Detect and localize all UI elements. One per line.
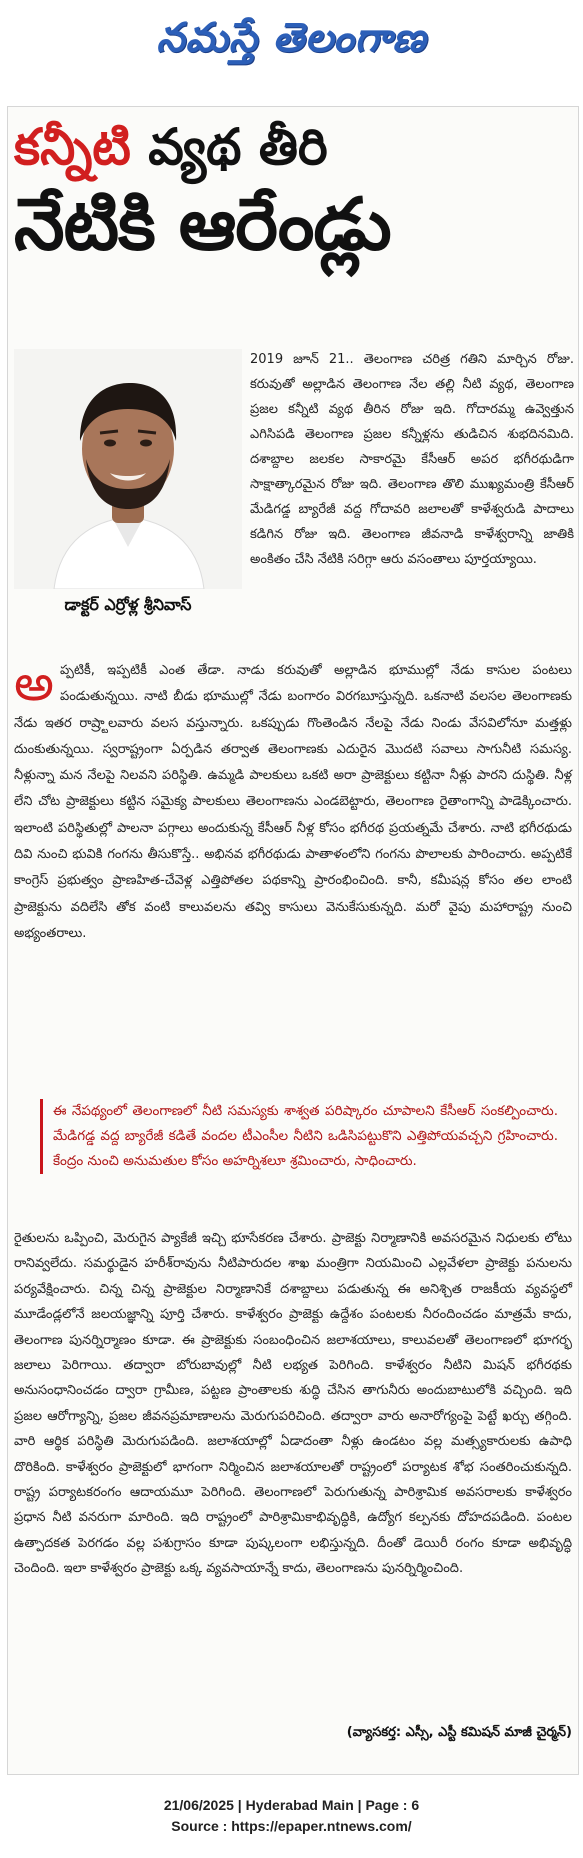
newspaper-masthead xyxy=(0,0,583,84)
author-credit: (వ్యాసకర్త: ఎస్సీ, ఎస్టీ కమిషన్ మాజీ చైర్మన్) xyxy=(346,1725,572,1740)
headline-red-word: కన్నీటి xyxy=(14,118,131,176)
paragraph-1-text: ప్పటికీ, ఇప్పటికీ ఎంత తేడా. నాడు కరువుతో అల్లాడిన భూముల్లో నేడు కాసుల పంటలు పండుతున్నయి. నాటి బీడు భూముల్లో నేడు బంగారం విరగబూస్తున్నది. ఒకనాటి వలసల తెలంగాణకు నేడు ఇతర రాష్ర్టాలవారు వలస వస్తున్నారు. ఒకప్పుడు గొంతెండిన నేలపై నేడు నిండు వేసవిలోనూ మత్తళ్లు దుంకుతున్నయి. స్వరాష్ట్రంగా ఏర్పడిన తర్వాత తెలంగాణకు ఎదురైన మొదటి సవాలు సాగునీటి సమస్య. నీళ్లున్నా మన నేలపై నిలవని పరిస్థితి. ఉమ్మడి పాలకులు ఒకటి అరా ప్రాజెక్టులు కట్టినా నీళ్లు పారని దుస్థితి. నీళ్ల లేని చోట ప్రాజెక్టులు కట్టిన సమైక్య పాలకులు తెలంగాణను ఎండబెట్టారు, తెలంగాణ రైతాంగాన్ని పాడెక్కించారు. ఇలాంటి పరిస్థితుల్లో పాలనా పగ్గాలు అందుకున్న కేసీఆర్ నీళ్ల కోసం భగీరథ ప్రయత్నమే చేశారు. నాటి భగీరథుడు దివి నుంచి భువికి గంగను తీసుకొస్తే.. అభినవ భగీరథుడు పాతాళంలోని గంగను పొలాలకు పారించారు. అప్పటికే కాంగ్రెస్ ప్రభుత్వం ప్రాణహిత-చేవెళ్ల ఎత్తిపోతల పథకాన్ని ప్రారంభించింది. కానీ, కమీషన్ల కోసం తల లాంటి ప్రాజెక్టును వదిలేసి తోక వంటి కాలువలను తవ్వి కాసులు వెనుకేసుకున్నది. మరో వైపు మహారాష్ట్ర నుంచి అభ్యంతరాలు. xyxy=(14,663,572,941)
masthead-title: నమస్తే తెలంగాణ xyxy=(156,13,427,61)
author-byline: డాక్టర్ ఎర్రోళ్ల శ్రీనివాస్ xyxy=(64,595,192,614)
footer-edition-line xyxy=(0,1797,583,1813)
article-headline xyxy=(14,116,574,270)
article-paragraph-1 xyxy=(14,654,572,947)
author-photo xyxy=(14,349,242,589)
footer-separator: | xyxy=(233,1797,246,1813)
drop-cap: అ xyxy=(14,654,54,712)
footer-date: 21/06/2025 xyxy=(163,1797,234,1813)
headline-line-1-rest: వ్యథ తీరి xyxy=(130,118,328,176)
pull-quote: ఈ నేపథ్యంలో తెలంగాణలో నీటి సమస్యకు శాశ్వత పరిష్కారం చూపాలని కేసీఆర్ సంకల్పించారు. మేడిగడ్డ వద్ద బ్యారేజీ కడితే వందల టీఎంసీల నీటిని ఒడిసిపట్టుకొని ఎత్తిపోయవచ్చని గ్రహించారు. కేంద్రం నుంచి అనుమతుల కోసం అహర్నిశలూ శ్రమించారు, సాధించారు. xyxy=(40,1099,558,1174)
author-portrait-image xyxy=(14,349,242,589)
headline-line-1 xyxy=(14,116,574,178)
article-paragraph-2: రైతులను ఒప్పించి, మెరుగైన ప్యాకేజీ ఇచ్చి భూసేకరణ చేశారు. ప్రాజెక్టు నిర్మాణానికి అవసరమైన నిధులకు లోటు రానివ్వలేదు. సమర్థుడైన హరీశ్‌రావును నీటిపారుదల శాఖ మంత్రిగా నియమించి ఎల్లవేళలా ప్రాజెక్టు పనులను పర్యవేక్షించారు. చిన్న చిన్న ప్రాజెక్టుల నిర్మాణానికే దశాబ్దాలు పడుతున్న ఈ అనిశ్చిత రాజకీయ వ్యవస్థలో మూడేండ్లలోనే జలయజ్ఞాన్ని పూర్తి చేశారు. కాళేశ్వరం ప్రాజెక్టు ఉద్దేశం పంటలకు నీరందించడం మాత్రమే కాదు, తెలంగాణ పునర్నిర్మాణం కూడా. ఈ ప్రాజెక్టుకు సంబంధించిన జలాశయాలు, కాలువలతో తెలంగాణలో భూగర్భ జలాలు పెరిగాయి. తద్వారా బోరుబావుల్లో నీటి లభ్యత పెరిగింది. కాళేశ్వరం నీటిని మిషన్ భగీరథకు అనుసంధానించడం ద్వారా గ్రామీణ, పట్టణ ప్రాంతాలకు శుద్ధి చేసిన తాగునీరు అందుబాటులోకి వచ్చింది. ఇది ప్రజల ఆరోగ్యాన్ని, ప్రజల జీవనప్రమాణాలను మెరుగుపరిచింది. తద్వారా వారు అనారోగ్యంపై పెట్టే ఖర్చు తగ్గింది. వారి ఆర్థిక పరిస్థితి మెరుగుపడింది. జలాశయాల్లో ఏడాదంతా నీళ్లు ఉండటం వల్ల మత్స్యకారులకు ఉపాధి దొరికింది. కాళేశ్వరం ప్రాజెక్టులో భాగంగా నిర్మించిన జలాశయాలతో రాష్ట్రంలో పర్యాటక శోభ సంతరించుకున్నది. రాష్ట్ర పర్యాటకరంగం ఆదాయమూ పెరిగింది. తెలంగాణలో పెరుగుతున్న పారిశ్రామిక అవసరాలకు కాళేశ్వరం ప్రధాన నీటి వనరుగా మారింది. ఇది రాష్ట్రంలో పారిశ్రామికాభివృద్ధికి, ఉద్యోగ కల్పనకు దోహదపడింది. పంటల ఉత్పాదకత పెరగడం వల్ల పశుగ్రాసం కూడా పుష్కలంగా లభిస్తున్నది. దీంతో డెయిరీ రంగం కూడా అభివృద్ధి చెందింది. ఇలా కాళేశ్వరం ప్రాజెక్టు ఒక్క వ్యవసాయాన్నే కాదు, తెలంగాణను పునర్నిర్మించింది. xyxy=(14,1231,572,1577)
footer-separator: | xyxy=(353,1797,366,1813)
footer-edition: Hyderabad Main xyxy=(245,1797,354,1813)
article-intro: 2019 జూన్ 21.. తెలంగాణ చరిత్ర గతిని మార్చిన రోజు. కరువుతో అల్లాడిన తెలంగాణ నేల తల్లి నీటి వ్యథ, తెలంగాణ ప్రజల కన్నీటి వ్యథ తీరిన రోజు ఇది. గోదారమ్మ ఉవ్వెత్తున ఎగిసిపడి తెలంగాణ ప్రజల కన్నీళ్లను తుడిచిన శుభదినమిది. దశాబ్దాల జలకల సాకారమై కేసీఆర్ అపర భగీరథుడిగా సాక్షాత్కారమైన రోజు ఇది. తెలంగాణ తొలి ముఖ్యమంత్రి కేసీఆర్ మేడిగడ్డ బ్యారేజీ వద్ద గోదావరి జలాలతో కాళేశ్వరుడి పాదాలు కడిగిన రోజు ఇది. తెలంగాణ జీవనాడి కాళేశ్వరాన్ని జాతికి అంకితం చేసి నేటికి సరిగ్గా ఆరు వసంతాలు పూర్తయ్యాయి. xyxy=(250,352,574,567)
footer-source[interactable]: Source : https://epaper.ntnews.com/ xyxy=(171,1818,412,1834)
footer-page: Page : 6 xyxy=(365,1797,420,1813)
headline-line-2: నేటికి ఆరేండ్లు xyxy=(14,182,391,266)
